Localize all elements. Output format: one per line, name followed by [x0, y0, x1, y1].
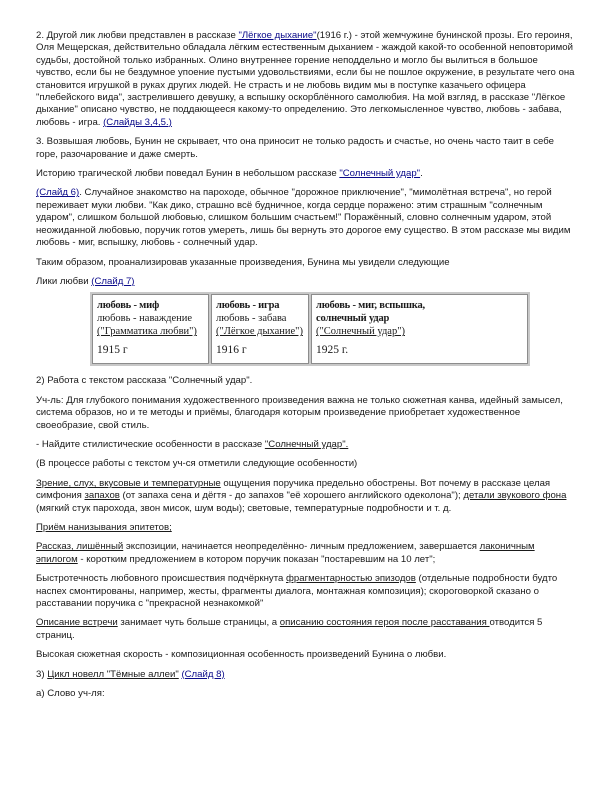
text-span: - Найдите стилистические особенности в рассказе	[36, 438, 265, 450]
paragraph-teacher-word: а) Слово уч-ля:	[36, 688, 105, 700]
underlined-text: запахов	[84, 490, 120, 502]
cell-story: ("Солнечный удар")	[316, 326, 405, 338]
slides-link-3-5[interactable]: (Слайды 3,4,5.)	[103, 116, 172, 128]
cell-subtitle: любовь - забава	[216, 313, 287, 325]
text-span: (отдельные подробности будто наспех смонтированы, например, жесты, фрагменты диалога, монтажная композиция); скороговоркой сказано о расставании поручика с "прекрасной незнакомкой"	[36, 573, 558, 609]
cell-title: любовь - игра	[216, 300, 280, 312]
table-row	[92, 294, 528, 364]
text-span: (от запаха сена и дёгтя - до запахов "её хорошего английского одеколона");	[119, 490, 464, 502]
text-span: 3)	[36, 668, 48, 680]
text-span: . Случайное знакомство на пароходе, обычное "дорожное приключение", "мимолётная встреча", но герой переживает муки любви. "Как дико, страшно всё будничное, когда сердце поражено: этим страшным "солнечным ударом", слишком большой любовью, слишком большим счастьем!" Поражённый, словно солнечным ударом, этой неожиданной любовью, поручик готов умереть, лишь бы вернуть это дорогое ему существо. В этом рассказе мы видим любовь - миг, вспышку, любовь - солнечный удар.	[36, 187, 571, 249]
text-span: занимает чуть больше страницы, а	[117, 617, 280, 629]
cell-title: любовь - миф	[97, 300, 160, 312]
cell-title: любовь - миг, вспышка, солнечный удар	[316, 300, 425, 325]
cell-story: ("Лёгкое дыхание")	[216, 326, 303, 338]
underlined-text: Зрение, слух, вкусовые и температурные	[36, 477, 221, 489]
story-link-sunstroke[interactable]: "Солнечный удар"	[339, 168, 421, 180]
document-page	[36, 30, 576, 707]
text-span: .	[420, 168, 423, 180]
paragraph-work-with-text: 2) Работа с текстом рассказа "Солнечный удар".	[36, 375, 253, 387]
table-cell	[311, 294, 528, 364]
underlined-text: детали звукового фона	[463, 490, 567, 502]
cell-year: 1925 г.	[316, 344, 349, 357]
paragraph-love-sorrow: 3. Возвышая любовь, Бунин не скрывает, что она приносит не только радость и счастье, но очень часто таит в себе горе, разочарование и даже смерть.	[36, 136, 554, 160]
table-cell	[92, 294, 209, 364]
paragraph-meeting	[36, 617, 576, 642]
paragraph-epithets: Приём нанизывания эпитетов;	[36, 521, 172, 533]
paragraph-steamer-meeting	[36, 187, 576, 249]
table-caption	[36, 276, 576, 288]
underlined-text: Рассказ, лишённый	[36, 541, 124, 553]
paragraph-senses	[36, 478, 576, 515]
slide-link-7[interactable]: (Слайд 7)	[91, 275, 135, 287]
paragraph-dark-alleys	[36, 669, 576, 681]
paragraph-task	[36, 439, 576, 451]
faces-of-love-table	[90, 292, 530, 366]
text-span: 2. Другой лик любви представлен в рассказе	[36, 30, 239, 41]
table-cell	[211, 294, 309, 364]
cell-year: 1915 г	[97, 344, 128, 357]
paragraph-summary: Таким образом, проанализировав указанные произведения, Бунина мы увидели следующие	[36, 256, 450, 268]
paragraph-exposition	[36, 541, 576, 566]
text-span: Историю трагической любви поведал Бунин в небольшом рассказе	[36, 168, 340, 180]
text-span: Быстротечность любовного происшествия подчёркнута	[36, 573, 287, 585]
paragraph-process: (В процессе работы с текстом уч-ся отметили следующие особенности)	[36, 458, 358, 470]
cell-subtitle: любовь - наваждение	[97, 313, 193, 325]
paragraph-plot-speed: Высокая сюжетная скорость - композиционная особенность произведений Бунина о любви.	[36, 649, 447, 661]
paragraph-fragments	[36, 573, 576, 610]
paragraph-teacher: Уч-ль: Для глубокого понимания художественного произведения важна не только сюжетная канва, идейный замысел, система образов, но и те методы и приёмы, благодаря которым произведение приобретает художественное своеобразие, свой стиль.	[36, 394, 563, 431]
underlined-text: фрагментарностью эпизодов	[286, 573, 416, 585]
text-span: (мягкий стук парохода, звон мисок, шум воды); световые, температурные подробности и т. д.	[36, 502, 452, 514]
text-span: экспозиции, начинается неопределённо- личным предложением, завершается	[123, 541, 480, 553]
story-link-sunstroke-2[interactable]: "Солнечный удар".	[264, 438, 349, 450]
paragraph-light-breath	[36, 30, 576, 129]
slide-link-8[interactable]: (Слайд 8)	[181, 668, 225, 680]
slide-link-6[interactable]: (Слайд 6)	[36, 187, 80, 199]
text-span: отводится 5 страниц.	[36, 617, 543, 641]
caption-text: Лики любви	[36, 275, 92, 287]
paragraph-tragic-love	[36, 168, 576, 180]
underlined-text: лаконичным эпилогом	[36, 541, 535, 565]
underlined-text: Цикл новелл "Тёмные аллеи"	[47, 668, 179, 680]
text-span: - коротким предложением в котором поручик показан "постаревшим на 10 лет";	[77, 553, 436, 565]
story-link-light-breath[interactable]: "Лёгкое дыхание"	[238, 30, 317, 41]
cell-year: 1916 г	[216, 344, 247, 357]
underlined-text: Описание встречи	[36, 617, 118, 629]
underlined-text: описанию состояния героя после расставания	[279, 617, 490, 629]
cell-story: ("Грамматика любви")	[97, 326, 197, 338]
text-span: ощущения поручика предельно обострены. Вот почему в рассказе целая симфония	[36, 477, 551, 502]
text-span: (1916 г.) - этой жемчужине бунинской прозы. Его героиня, Оля Мещерская, действительно обладала лёгким естественным дыханием - жаждой какой-то особенной неповторимой судьбы, достойной только избранных. Олино внутреннее горение неподдельно и могло бы вылиться в большое чувство, если бы не бездумное упоение пустыми удовольствиями, если бы не пошлое окружение, в результате чего она становится игрушкой в руках других людей. Не страсть и не любовь видим мы в поступке казачьего офицера "плебейского вида", застрелившего девушку, а вспышку оскорблённого самолюбия. На мой взгляд, в рассказе "Лёгкое дыхание" описано чувство, не поддающееся какому-то определению. Это легкомысленное чувство, любовь - забава, любовь - игра.	[36, 30, 575, 128]
